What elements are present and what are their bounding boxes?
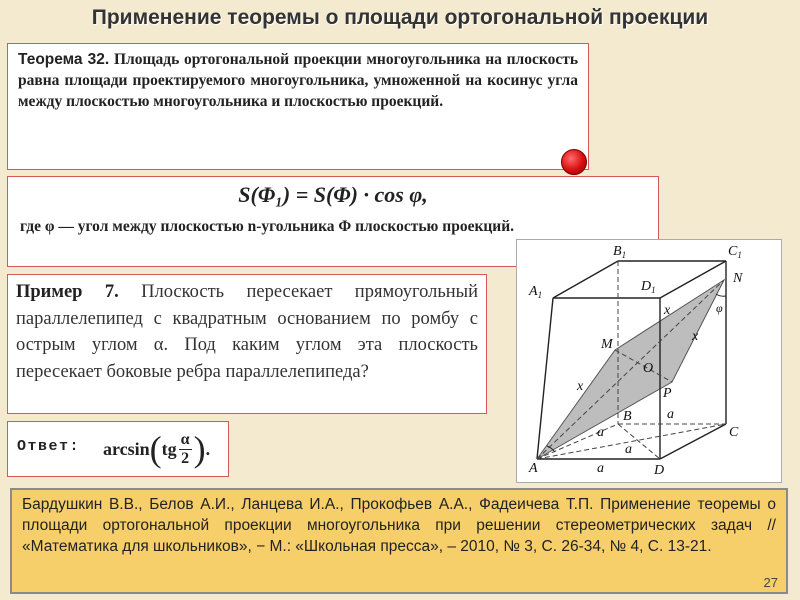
area-formula: S(Φ₁) = S(Φ) · cos φ, — [238, 182, 428, 207]
label-a-left: a — [597, 425, 604, 440]
label-p: P — [663, 386, 672, 401]
answer-denominator: 2 — [181, 449, 190, 467]
label-n: N — [733, 271, 743, 286]
label-d1: $D_1$ — [641, 279, 656, 295]
label-a1: $A_1$ — [529, 284, 543, 300]
red-dot-icon — [561, 149, 587, 175]
slide-title: Применение теоремы о площади ортогональной проекции — [91, 6, 709, 29]
label-d: D — [654, 463, 665, 478]
label-x-top: x — [664, 303, 671, 318]
answer-expression: arcsin ( tg $\frac{\alpha}{2}$ ) . — [103, 429, 211, 469]
example-box — [7, 274, 487, 414]
label-phi: φ — [716, 301, 723, 315]
answer-box — [7, 421, 229, 477]
parallelepiped-figure — [516, 239, 782, 483]
label-o: O — [643, 361, 654, 376]
answer-func: arcsin — [103, 438, 150, 459]
answer-numerator: α — [180, 430, 190, 448]
label-x-right: x — [692, 329, 699, 344]
answer-dot: . — [205, 438, 211, 459]
page-number: 27 — [763, 575, 778, 590]
answer-tg: tg — [161, 438, 177, 459]
label-b: B — [623, 409, 632, 424]
label-x-left: x — [577, 379, 584, 394]
label-a-bottom: a — [597, 461, 604, 476]
label-m: M — [601, 337, 613, 352]
label-b1: $B_1$ — [613, 244, 627, 260]
formula-explanation: где φ — угол между плоскостью n-угольника Φ плоскостью проекций. — [20, 218, 515, 235]
label-c: C — [729, 425, 739, 440]
theorem-label: Теорема 32. — [18, 51, 110, 68]
answer-label: Ответ: — [17, 438, 81, 455]
label-a: A — [529, 461, 538, 476]
example-label: Пример 7. — [16, 282, 119, 302]
label-a-right: a — [667, 407, 674, 422]
answer-fraction — [179, 431, 192, 468]
label-c1: $C_1$ — [728, 244, 742, 260]
theorem-text: Площадь ортогональной проекции многоугольника на плоскость равна площади проектируемого многоугольника, умноженной на косинус угла между плоскостью многоугольника и плоскостью проекций. — [18, 51, 579, 110]
label-a-mid: a — [625, 442, 632, 457]
theorem-box — [7, 43, 589, 170]
reference-citation: Бардушкин В.В., Белов А.И., Ланцева И.А., Прокофьев А.А., Фадеичева Т.П. Применение теоремы о площади ортогональной проекции многоугольника при решении стереометрических задач // «Математика для школьников», − М.: «Школьная пресса», – 2010, № 3, С. 26-34, № 4, С. 13-21. — [10, 488, 788, 594]
example-text: Плоскость пересекает прямоугольный параллелепипед с квадратным основанием по ромбу с острым углом α. Под каким углом эта плоскость пересекает боковые ребра параллелепипеда? — [16, 282, 478, 382]
